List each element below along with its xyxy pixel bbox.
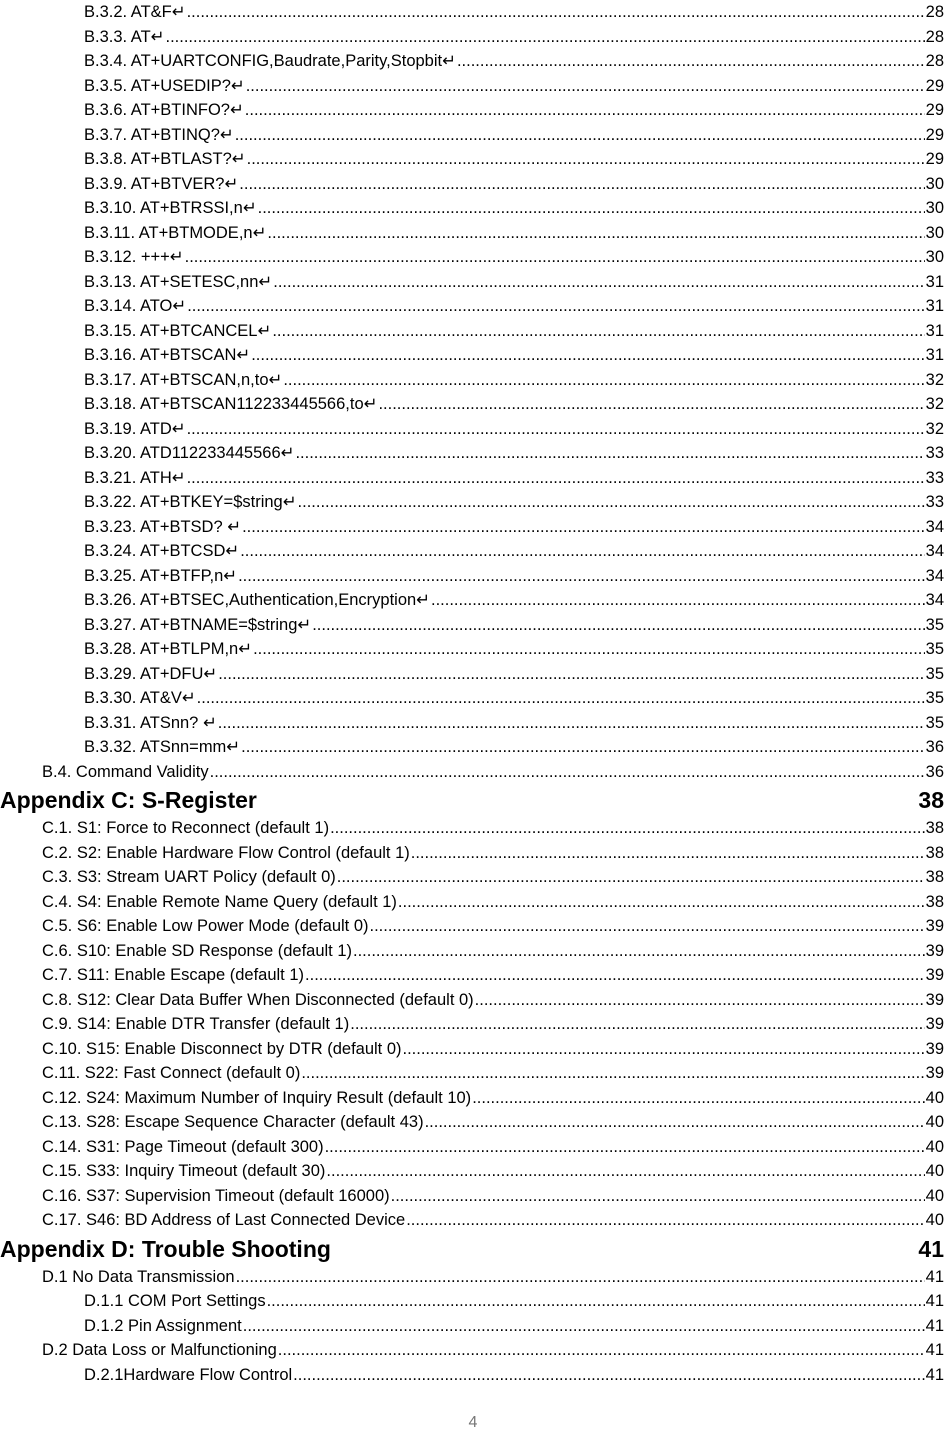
- toc-entry-page: 35: [925, 640, 944, 658]
- toc-leader-dots: [325, 1135, 925, 1160]
- toc-entry[interactable]: [0, 637, 946, 662]
- toc-entry-page: 40: [925, 1186, 944, 1205]
- toc-leader-dots: [391, 1184, 925, 1209]
- toc-leader-dots: [337, 865, 925, 890]
- toc-entry[interactable]: [0, 841, 946, 866]
- toc-leader-dots: [398, 890, 925, 915]
- toc-leader-dots: [272, 319, 924, 344]
- toc-leader-dots: [253, 637, 925, 662]
- toc-entry[interactable]: [0, 760, 946, 785]
- toc-leader-dots: [239, 172, 924, 197]
- toc-entry-title: B.3.25. AT+BTFP,n↵: [84, 566, 238, 585]
- toc-entry[interactable]: [0, 466, 946, 491]
- toc-leader-dots: [251, 343, 924, 368]
- toc-entry-title: D.1.1 COM Port Settings: [84, 1292, 266, 1310]
- toc-entry-title: C.6. S10: Enable SD Response (default 1): [42, 941, 353, 960]
- toc-entry[interactable]: [0, 490, 946, 515]
- toc-entry[interactable]: [0, 1363, 946, 1388]
- toc-entry-page: 30: [925, 199, 944, 217]
- toc-entry-title: B.3.28. AT+BTLPM,n↵: [84, 640, 253, 658]
- toc-leader-dots: [305, 963, 925, 988]
- toc-leader-dots: [267, 221, 924, 246]
- toc-leader-dots: [431, 588, 925, 613]
- toc-entry-title: C.15. S33: Inquiry Timeout (default 30): [42, 1162, 326, 1180]
- toc-leader-dots: [258, 196, 925, 221]
- toc-leader-dots: [330, 816, 925, 841]
- toc-entry-title: C.3. S3: Stream UART Policy (default 0): [42, 868, 336, 886]
- page-number: 4: [468, 1414, 478, 1431]
- toc-entry-page: 36: [925, 738, 944, 756]
- toc-leader-dots: [247, 147, 925, 172]
- toc-entry-title: B.3.4. AT+UARTCONFIG,Baudrate,Parity,Stopbit↵: [84, 52, 456, 70]
- toc-entry[interactable]: [0, 662, 946, 687]
- toc-entry[interactable]: [0, 172, 946, 197]
- toc-entry-page: 28: [925, 27, 944, 46]
- toc-entry-title: B.3.10. AT+BTRSSI,n↵: [84, 199, 257, 217]
- toc-entry[interactable]: [0, 711, 946, 736]
- toc-entry-page: 39: [925, 941, 944, 960]
- toc-leader-dots: [241, 735, 925, 760]
- toc-entry-page: 35: [925, 713, 944, 732]
- toc-leader-dots: [312, 613, 924, 638]
- toc-entry-page: 41: [925, 1316, 944, 1335]
- toc-leader-dots: [295, 441, 924, 466]
- toc-entry-page: 40: [925, 1088, 944, 1107]
- toc-entry[interactable]: [0, 963, 946, 988]
- toc-entry-title: B.3.12. +++↵: [84, 248, 184, 266]
- toc-entry-page: 31: [925, 272, 944, 291]
- toc-entry-page: 30: [925, 248, 944, 266]
- toc-entry-title: C.1. S1: Force to Reconnect (default 1): [42, 819, 330, 837]
- toc-leader-dots: [475, 988, 925, 1013]
- toc-entry-title: D.2 Data Loss or Malfunctioning: [42, 1341, 277, 1359]
- toc-entry[interactable]: [0, 613, 946, 638]
- toc-entry[interactable]: [0, 417, 946, 442]
- toc-entry-title: B.3.19. ATD↵: [84, 419, 186, 438]
- toc-entry-page: 35: [925, 689, 944, 707]
- toc-entry-title: B.3.6. AT+BTINFO?↵: [84, 101, 244, 119]
- toc-entry-page: 30: [925, 174, 944, 193]
- toc-entry-title: D.2.1Hardware Flow Control: [84, 1365, 293, 1384]
- toc-entry-title: B.3.23. AT+BTSD? ↵: [84, 517, 242, 536]
- toc-entry[interactable]: [0, 735, 946, 760]
- toc-leader-dots: [267, 1289, 925, 1314]
- toc-entry-page: 33: [925, 468, 944, 487]
- toc-entry-title: B.3.24. AT+BTCSD↵: [84, 542, 240, 560]
- toc-leader-dots: [378, 392, 924, 417]
- toc-entry-title: C.13. S28: Escape Sequence Character (default 43): [42, 1113, 424, 1131]
- toc-entry[interactable]: [0, 1037, 946, 1062]
- toc-leader-dots: [353, 939, 925, 964]
- toc-entry-page: 28: [925, 52, 944, 70]
- toc-entry-title: B.3.29. AT+DFU↵: [84, 664, 218, 683]
- toc-entry-title: B.3.8. AT+BTLAST?↵: [84, 150, 246, 168]
- toc-leader-dots: [187, 0, 925, 25]
- toc-leader-dots: [218, 711, 925, 736]
- toc-entry[interactable]: [0, 0, 946, 25]
- toc-entry[interactable]: [0, 25, 946, 50]
- toc-entry-title: B.3.21. ATH↵: [84, 468, 186, 487]
- toc-entry-title: D.1 No Data Transmission: [42, 1267, 235, 1286]
- toc-entry-title: C.5. S6: Enable Low Power Mode (default 0): [42, 917, 369, 935]
- toc-leader-dots: [457, 49, 925, 74]
- toc-leader-dots: [236, 1265, 925, 1290]
- toc-entry-title: B.3.16. AT+BTSCAN↵: [84, 346, 251, 364]
- toc-entry-page: 32: [925, 370, 944, 389]
- toc-entry-title: B.3.20. ATD112233445566↵: [84, 444, 295, 462]
- toc-entry-page: 36: [925, 762, 944, 781]
- toc-entry-page: 41: [925, 1365, 944, 1384]
- toc-entry-title: B.3.26. AT+BTSEC,Authentication,Encryption↵: [84, 591, 430, 609]
- toc-entry[interactable]: [0, 865, 946, 890]
- toc-entry-page: 34: [925, 542, 944, 560]
- toc-entry[interactable]: [0, 1265, 946, 1290]
- toc-leader-dots: [246, 74, 925, 99]
- toc-leader-dots: [403, 1037, 925, 1062]
- toc-entry-page: 39: [925, 1064, 944, 1082]
- toc-entry-title: Appendix D: Trouble Shooting: [0, 1235, 331, 1262]
- toc-entry-title: C.14. S31: Page Timeout (default 300): [42, 1137, 324, 1156]
- toc-leader-dots: [273, 270, 924, 295]
- toc-entry-page: 28: [925, 3, 944, 21]
- toc-entry-page: 40: [925, 1162, 944, 1180]
- toc-leader-dots: [283, 368, 924, 393]
- toc-entry[interactable]: [0, 319, 946, 344]
- toc-entry-title: B.3.31. ATSnn? ↵: [84, 713, 217, 732]
- toc-entry-page: 38: [925, 843, 944, 862]
- toc-leader-dots: [187, 294, 924, 319]
- toc-leader-dots: [278, 1338, 925, 1363]
- toc-entry-page: 41: [925, 1341, 944, 1359]
- toc-entry[interactable]: [0, 368, 946, 393]
- toc-entry-title: B.3.30. AT&V↵: [84, 689, 196, 707]
- toc-entry-page: 34: [925, 591, 944, 609]
- toc-entry-page: 29: [925, 125, 944, 144]
- toc-entry[interactable]: [0, 1061, 946, 1086]
- toc-leader-dots: [245, 98, 925, 123]
- toc-entry-page: 32: [925, 395, 944, 413]
- toc-entry-page: 41: [925, 1292, 944, 1310]
- toc-entry-page: 41: [918, 1235, 944, 1262]
- toc-entry-title: C.10. S15: Enable Disconnect by DTR (default 0): [42, 1039, 402, 1058]
- toc-entry-page: 40: [925, 1137, 944, 1156]
- toc-entry[interactable]: [0, 588, 946, 613]
- toc-entry[interactable]: [0, 939, 946, 964]
- toc-leader-dots: [242, 515, 925, 540]
- toc-leader-dots: [298, 490, 925, 515]
- toc-entry-page: 38: [925, 892, 944, 911]
- toc-entry[interactable]: [0, 1289, 946, 1314]
- toc-leader-dots: [406, 1208, 924, 1233]
- toc-entry[interactable]: [0, 1086, 946, 1111]
- toc-entry-page: 40: [925, 1211, 944, 1229]
- toc-leader-dots: [425, 1110, 925, 1135]
- toc-entry-page: 39: [925, 966, 944, 984]
- toc-entry-page: 29: [925, 150, 944, 168]
- toc-leader-dots: [326, 1159, 924, 1184]
- toc-entry-title: C.4. S4: Enable Remote Name Query (default 1): [42, 892, 397, 911]
- toc-entry-page: 38: [918, 787, 944, 813]
- toc-entry-page: 40: [925, 1113, 944, 1131]
- toc-entry-title: B.3.13. AT+SETESC,nn↵: [84, 272, 273, 291]
- toc-entry-page: 39: [925, 1015, 944, 1033]
- toc-entry-title: B.3.27. AT+BTNAME=$string↵: [84, 615, 312, 634]
- toc-leader-dots: [235, 123, 925, 148]
- toc-entry-title: C.2. S2: Enable Hardware Flow Control (default 1): [42, 843, 410, 862]
- toc-entry[interactable]: [0, 1159, 946, 1184]
- toc-entry-title: B.3.7. AT+BTINQ?↵: [84, 125, 234, 144]
- toc-leader-dots: [197, 686, 925, 711]
- toc-entry[interactable]: [0, 196, 946, 221]
- toc-leader-dots: [411, 841, 925, 866]
- toc-leader-dots: [185, 245, 925, 270]
- toc-entry-title: B.4. Command Validity: [42, 762, 209, 781]
- toc-entry-page: 32: [925, 419, 944, 438]
- toc-entry-page: 31: [925, 346, 944, 364]
- toc-entry-page: 31: [925, 297, 944, 315]
- toc-leader-dots: [238, 564, 925, 589]
- toc-appendix-heading[interactable]: [0, 784, 946, 816]
- toc-entry-title: B.3.32. ATSnn=mm↵: [84, 738, 241, 756]
- toc-entry-page: 33: [925, 444, 944, 462]
- toc-entry[interactable]: [0, 1338, 946, 1363]
- toc-entry[interactable]: [0, 564, 946, 589]
- toc-entry-title: B.3.5. AT+USEDIP?↵: [84, 76, 245, 95]
- toc-entry-title: B.3.3. AT↵: [84, 27, 165, 46]
- toc-entry-title: C.11. S22: Fast Connect (default 0): [42, 1064, 301, 1082]
- toc-entry-title: B.3.11. AT+BTMODE,n↵: [84, 223, 267, 242]
- toc-entry-title: C.12. S24: Maximum Number of Inquiry Result (default 10): [42, 1088, 472, 1107]
- toc-leader-dots: [240, 539, 924, 564]
- toc-entry[interactable]: [0, 816, 946, 841]
- toc-entry-page: 33: [925, 493, 944, 511]
- toc-entry-title: C.8. S12: Clear Data Buffer When Disconnected (default 0): [42, 990, 474, 1009]
- toc-leader-dots: [243, 1314, 925, 1339]
- toc-entry-title: C.7. S11: Enable Escape (default 1): [42, 966, 305, 984]
- toc-entry-page: 39: [925, 1039, 944, 1058]
- toc-entry-title: B.3.18. AT+BTSCAN112233445566,to↵: [84, 395, 378, 413]
- toc-entry-page: 39: [925, 990, 944, 1009]
- toc-entry[interactable]: [0, 1135, 946, 1160]
- toc-entry[interactable]: [0, 914, 946, 939]
- toc-entry-page: 38: [925, 819, 944, 837]
- toc-entry-title: C.9. S14: Enable DTR Transfer (default 1): [42, 1015, 350, 1033]
- toc-entry[interactable]: [0, 890, 946, 915]
- toc-entry[interactable]: [0, 1012, 946, 1037]
- toc-entry[interactable]: [0, 392, 946, 417]
- toc-entry[interactable]: [0, 441, 946, 466]
- toc-appendix-heading[interactable]: [0, 1233, 946, 1265]
- toc-entry-page: 34: [925, 517, 944, 536]
- toc-entry-title: B.3.15. AT+BTCANCEL↵: [84, 321, 272, 340]
- toc-entry[interactable]: [0, 1184, 946, 1209]
- toc-entry-title: B.3.2. AT&F↵: [84, 3, 186, 21]
- toc-leader-dots: [370, 914, 925, 939]
- toc-entry[interactable]: [0, 147, 946, 172]
- toc-entry[interactable]: [0, 74, 946, 99]
- toc-entry-title: B.3.14. ATO↵: [84, 297, 187, 315]
- toc-entry-title: B.3.22. AT+BTKEY=$string↵: [84, 493, 297, 511]
- toc-entry[interactable]: [0, 1314, 946, 1339]
- toc-entry[interactable]: [0, 270, 946, 295]
- toc-leader-dots: [293, 1363, 924, 1388]
- toc-leader-dots: [187, 466, 925, 491]
- toc-entry[interactable]: [0, 343, 946, 368]
- toc-leader-dots: [472, 1086, 924, 1111]
- toc-entry-title: D.1.2 Pin Assignment: [84, 1316, 242, 1335]
- toc-leader-dots: [301, 1061, 924, 1086]
- toc-entry[interactable]: [0, 294, 946, 319]
- toc-entry-page: 41: [925, 1267, 944, 1286]
- toc-entry-page: 29: [925, 101, 944, 119]
- toc-entry[interactable]: [0, 1110, 946, 1135]
- toc-entry[interactable]: [0, 1208, 946, 1233]
- toc-entry[interactable]: [0, 686, 946, 711]
- toc-leader-dots: [210, 760, 925, 785]
- toc-entry-title: C.16. S37: Supervision Timeout (default 16000): [42, 1186, 390, 1205]
- toc-entry[interactable]: [0, 98, 946, 123]
- toc-leader-dots: [165, 25, 924, 50]
- toc-entry-page: 29: [925, 76, 944, 95]
- toc-entry-page: 31: [925, 321, 944, 340]
- toc-entry[interactable]: [0, 221, 946, 246]
- toc-entry[interactable]: [0, 515, 946, 540]
- toc-entry-title: B.3.9. AT+BTVER?↵: [84, 174, 239, 193]
- toc-leader-dots: [350, 1012, 924, 1037]
- toc-entry[interactable]: [0, 539, 946, 564]
- toc-entry[interactable]: [0, 49, 946, 74]
- toc-entry-page: 35: [925, 664, 944, 683]
- toc-entry-title: C.17. S46: BD Address of Last Connected Device: [42, 1211, 406, 1229]
- toc-entry-page: 30: [925, 223, 944, 242]
- toc-entry-title: Appendix C: S-Register: [0, 787, 257, 813]
- toc-entry[interactable]: [0, 988, 946, 1013]
- toc-leader-dots: [218, 662, 924, 687]
- toc-entry-page: 38: [925, 868, 944, 886]
- toc-entry-page: 35: [925, 615, 944, 634]
- toc-entry[interactable]: [0, 123, 946, 148]
- toc-entry[interactable]: [0, 245, 946, 270]
- toc-entry-title: B.3.17. AT+BTSCAN,n,to↵: [84, 370, 283, 389]
- toc-entry-page: 34: [925, 566, 944, 585]
- toc-entry-page: 39: [925, 917, 944, 935]
- toc-leader-dots: [187, 417, 925, 442]
